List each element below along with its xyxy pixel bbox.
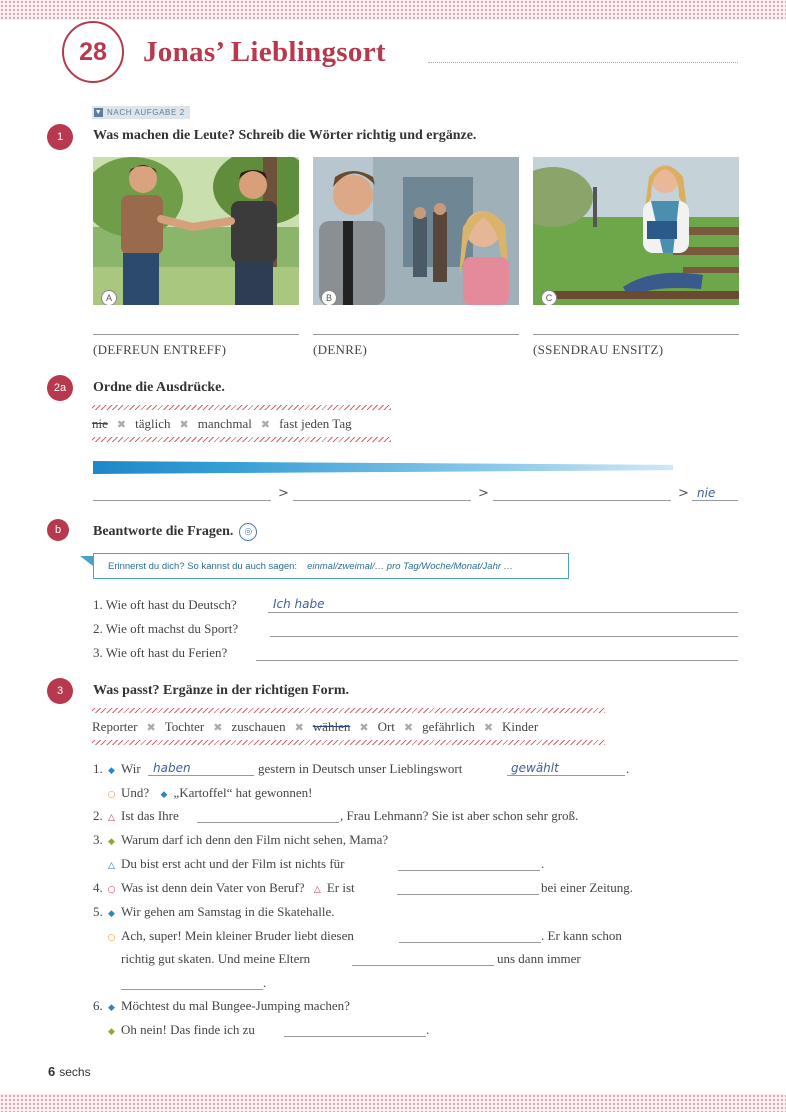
yellow-circle-icon: ○	[107, 790, 116, 800]
red-triangle-icon: △	[108, 813, 115, 823]
answer-line-a[interactable]	[93, 334, 299, 335]
blank-5b[interactable]	[352, 965, 494, 966]
page-word: sechs	[59, 1065, 91, 1079]
item-3-line-2	[106, 856, 345, 872]
exercise-2a-instruction: Ordne die Ausdrücke.	[93, 380, 225, 395]
tip-flag	[80, 556, 93, 566]
tip-example: einmal/zweimal/… pro Tag/Woche/Monat/Jahr …	[307, 560, 514, 572]
page-footer	[48, 1064, 91, 1079]
item-text: Und?	[121, 785, 150, 800]
word-taeglich: täglich	[135, 416, 171, 431]
word-waehlen: wählen	[312, 719, 351, 734]
blue-diamond-icon: ◆	[108, 1003, 115, 1013]
item-1-line-1	[93, 761, 141, 777]
audio-cd-icon[interactable]: ◎	[239, 523, 257, 541]
word-manchmal: manchmal	[197, 416, 252, 431]
item-text: Er ist	[326, 880, 355, 895]
wordbox-3-top-border	[92, 708, 605, 713]
order-line-3[interactable]	[493, 500, 671, 501]
unit-number-badge: 28	[62, 21, 124, 83]
item-5-text-b: . Er kann schon	[541, 928, 622, 943]
blank-1b[interactable]	[507, 775, 625, 776]
order-line-4[interactable]	[692, 500, 738, 501]
item-6-line-1	[93, 998, 350, 1014]
word-ort: Ort	[377, 719, 395, 734]
photo-b	[313, 157, 519, 305]
page-number: 6	[48, 1064, 56, 1079]
item-6-line-2	[106, 1022, 255, 1038]
exercise-number-1: 1	[47, 124, 73, 150]
question-2: 2. Wie oft machst du Sport?	[93, 621, 239, 636]
item-number: 2.	[93, 808, 103, 823]
frequency-gradient-bar	[93, 461, 673, 474]
item-6-period: .	[426, 1022, 430, 1037]
exercise-2b-instruction-text: Beantworte die Fragen.	[93, 524, 234, 540]
after-task-badge	[92, 106, 190, 119]
item-text: Oh nein! Das finde ich zu	[121, 1022, 255, 1037]
exercise-3-instruction: Was passt? Ergänze in der richtigen Form.	[93, 683, 350, 698]
greater-than-icon: >	[478, 486, 489, 501]
photo-a-label: A	[101, 290, 117, 305]
photo-a	[93, 157, 299, 305]
item-text: Ach, super! Mein kleiner Bruder liebt diesen	[121, 928, 354, 943]
exercise-number-2a: 2a	[47, 375, 73, 401]
blue-diamond-icon: ◆	[108, 909, 115, 919]
blue-diamond-icon: ◆	[160, 790, 168, 800]
photo-b-illustration	[313, 157, 519, 305]
item-number: 4.	[93, 880, 103, 895]
tip-prefix: Erinnerst du dich? So kannst du auch sagen:	[108, 560, 298, 572]
bottom-pattern-band	[0, 1094, 786, 1112]
top-pattern-band	[0, 0, 786, 20]
item-1-line-2	[106, 785, 313, 801]
wordbox-3	[92, 719, 538, 735]
word-zuschauen: zuschauen	[231, 719, 286, 734]
photo-a-illustration	[93, 157, 299, 305]
blank-5c[interactable]	[121, 989, 263, 990]
photo-b-label: B	[321, 290, 337, 305]
greater-than-icon: >	[678, 486, 689, 501]
item-text: Möchtest du mal Bungee-Jumping machen?	[121, 998, 350, 1013]
blank-4[interactable]	[397, 894, 539, 895]
answer-line-b[interactable]	[313, 334, 519, 335]
photo-c-illustration	[533, 157, 739, 305]
answer-q1: Ich habe	[273, 597, 325, 611]
word-reporter: Reporter	[92, 719, 138, 734]
item-5-line-2	[106, 928, 354, 944]
answer-1a: haben	[153, 761, 191, 775]
wordbox-2a-top-border	[92, 405, 391, 410]
word-fast-jeden-tag: fast jeden Tag	[279, 416, 352, 431]
item-3-period: .	[541, 856, 545, 871]
answer-1b: gewählt	[511, 761, 559, 775]
blank-2[interactable]	[197, 822, 339, 823]
separator-icon: ✖	[403, 720, 414, 734]
question-3: 3. Wie oft hast du Ferien?	[93, 645, 228, 660]
after-task-label: NACH AUFGABE 2	[107, 108, 185, 117]
item-1-text-b: gestern in Deutsch unser Lieblingswort	[258, 761, 463, 776]
word-nie: nie	[92, 416, 108, 431]
item-text: Wir	[121, 761, 141, 776]
wordbox-2a	[92, 416, 352, 432]
green-diamond-icon: ◆	[108, 1027, 115, 1037]
answer-line-q2[interactable]	[270, 636, 738, 637]
yellow-circle-icon: ○	[107, 933, 116, 943]
item-text: Du bist erst acht und der Film ist nichts für	[121, 856, 345, 871]
item-text: Ist das Ihre	[121, 808, 179, 823]
item-text: Was ist denn dein Vater von Beruf?	[121, 880, 305, 895]
clue-c: (SSENDRAU ENSITZ)	[533, 342, 664, 357]
word-kinder: Kinder	[502, 719, 539, 734]
item-4-line	[93, 880, 355, 896]
item-5-text-c: uns dann immer	[497, 951, 581, 966]
separator-icon: ✖	[146, 720, 156, 734]
green-diamond-icon: ◆	[108, 837, 115, 847]
order-answer-nie: nie	[697, 486, 716, 500]
red-triangle-icon: △	[313, 885, 321, 895]
item-5-line-1	[93, 904, 335, 920]
word-tochter: Tochter	[164, 719, 205, 734]
separator-icon: ✖	[116, 417, 127, 431]
separator-icon: ✖	[179, 417, 189, 431]
clue-a: (DEFREUN ENTREFF)	[93, 342, 227, 357]
separator-icon: ✖	[294, 720, 304, 734]
order-line-2[interactable]	[293, 500, 471, 501]
photo-c-label: C	[541, 290, 557, 305]
photo-c	[533, 157, 739, 305]
exercise-1-instruction: Was machen die Leute? Schreib die Wörter richtig und ergänze.	[93, 128, 477, 143]
exercise-number-2b: b	[47, 519, 69, 541]
answer-line-c[interactable]	[533, 334, 739, 335]
red-circle-icon: ○	[107, 885, 116, 895]
answer-line-q1[interactable]	[268, 612, 738, 613]
separator-icon: ✖	[359, 720, 369, 734]
greater-than-icon: >	[278, 486, 289, 501]
item-text: Warum darf ich denn den Film nicht sehen, Mama?	[121, 832, 389, 847]
blank-6[interactable]	[284, 1036, 426, 1037]
order-line-1[interactable]	[93, 500, 271, 501]
item-4-text-b: bei einer Zeitung.	[541, 880, 634, 895]
exercise-2b-instruction	[93, 523, 257, 541]
title-dotted-rule	[428, 62, 738, 63]
item-5-line-3: richtig gut skaten. Und meine Eltern	[121, 951, 311, 966]
wordbox-3-bottom-border	[92, 740, 605, 745]
download-arrow-icon: ▼	[94, 109, 103, 116]
exercise-number-3: 3	[47, 678, 73, 704]
item-5-period: .	[263, 975, 267, 990]
blue-triangle-icon: △	[108, 861, 115, 871]
clue-b: (DENRE)	[313, 342, 368, 357]
item-number: 5.	[93, 904, 103, 919]
item-text: „Kartoffel“ hat gewonnen!	[173, 785, 313, 800]
blank-5a[interactable]	[399, 942, 541, 943]
word-gefaehrlich: gefährlich	[422, 719, 475, 734]
wordbox-2a-bottom-border	[92, 437, 391, 442]
answer-line-q3[interactable]	[256, 660, 738, 661]
unit-title: Jonas’ Lieblingsort	[143, 36, 386, 68]
blank-1a[interactable]	[148, 775, 254, 776]
item-2-text-b: , Frau Lehmann? Sie ist aber schon sehr groß.	[340, 808, 579, 823]
item-number: 3.	[93, 832, 103, 847]
item-3-line-1	[93, 832, 388, 848]
item-number: 6.	[93, 998, 103, 1013]
tip-box	[93, 553, 569, 579]
blank-3[interactable]	[398, 870, 540, 871]
separator-icon: ✖	[483, 720, 494, 734]
separator-icon: ✖	[213, 720, 223, 734]
separator-icon: ✖	[260, 417, 271, 431]
item-text: Wir gehen am Samstag in die Skatehalle.	[121, 904, 335, 919]
item-1-period: .	[626, 761, 630, 776]
blue-diamond-icon: ◆	[108, 766, 115, 776]
item-2-line	[93, 808, 179, 824]
question-1: 1. Wie oft hast du Deutsch?	[93, 597, 237, 612]
item-number: 1.	[93, 761, 103, 776]
